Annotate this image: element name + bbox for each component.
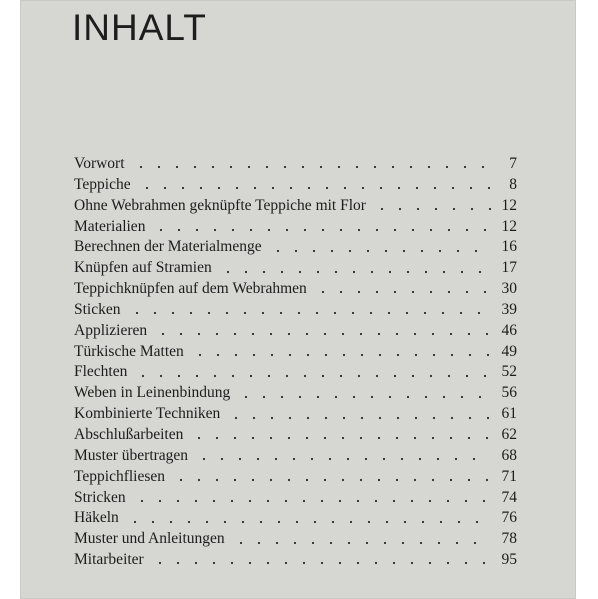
toc-dot-leader	[237, 395, 491, 399]
toc-entry-page-number: 56	[501, 384, 517, 402]
toc-entry-title: Muster und Anleitungen	[74, 530, 225, 548]
toc-entry-title: Mitarbeiter	[74, 551, 144, 569]
toc-entry	[74, 321, 517, 342]
toc-dot-leader	[227, 416, 491, 420]
page-title: INHALT	[72, 7, 207, 48]
toc-entry-page-number: 12	[501, 217, 517, 235]
toc-entry-title: Teppichknüpfen auf dem Webrahmen	[74, 280, 307, 298]
toc-entry-page-number: 68	[501, 446, 517, 464]
toc-entry	[74, 446, 517, 467]
toc-entry	[74, 279, 517, 300]
toc-entry-title: Vorwort	[74, 155, 125, 172]
toc-entry-title: Flechten	[74, 363, 128, 381]
toc-entry-page-number: 74	[501, 488, 517, 506]
toc-dot-leader	[190, 436, 491, 440]
toc-dot-leader	[154, 332, 491, 336]
toc-entry-title: Berechnen der Materialmenge	[74, 238, 262, 256]
toc-entry	[74, 529, 517, 550]
toc-entry-title: Knüpfen auf Stramien	[74, 259, 212, 277]
book-page	[20, 0, 576, 599]
toc-entry	[74, 300, 517, 321]
toc-entry-page-number: 62	[501, 425, 517, 443]
toc-entry-title: Kombinierte Techniken	[74, 405, 221, 423]
toc-entry	[74, 342, 517, 363]
toc-entry-page-number: 78	[501, 530, 517, 548]
toc-entry	[74, 362, 517, 383]
toc-dot-leader	[195, 457, 491, 461]
toc-entry-page-number: 71	[501, 467, 517, 485]
toc-entry	[74, 467, 517, 488]
toc-dot-leader	[132, 165, 491, 169]
toc-entry-page-number: 17	[501, 259, 517, 277]
toc-entry	[74, 404, 517, 425]
toc-entry-title: Muster übertragen	[74, 446, 189, 464]
toc-entry	[74, 237, 517, 258]
toc-dot-leader	[134, 374, 491, 378]
toc-entry-page-number: 61	[501, 405, 517, 423]
toc-dot-leader	[314, 290, 491, 294]
toc-dot-leader	[151, 561, 491, 565]
toc-entry	[74, 425, 517, 446]
toc-entry	[74, 217, 517, 238]
toc-entry-title: Stricken	[74, 488, 126, 506]
toc-entry	[74, 154, 517, 175]
toc-entry	[74, 196, 517, 217]
toc-entry-title: Abschlußarbeiten	[74, 425, 184, 443]
toc-entry-title: Weben in Leinenbindung	[74, 384, 231, 402]
toc-entry-page-number: 16	[501, 238, 517, 256]
toc-entry-page-number: 12	[501, 196, 517, 214]
toc-dot-leader	[373, 207, 491, 211]
toc-dot-leader	[269, 249, 491, 253]
toc-entry	[74, 175, 517, 196]
toc-entry-page-number: 8	[509, 175, 517, 193]
toc-entry-title: Teppiche	[74, 175, 131, 193]
toc-dot-leader	[133, 499, 491, 503]
toc-entry-title: Häkeln	[74, 509, 119, 527]
toc-entry-page-number: 39	[501, 300, 517, 318]
toc-entry-title: Teppichfliesen	[74, 467, 166, 485]
toc-entry	[74, 488, 517, 509]
toc-entry	[74, 383, 517, 404]
toc-dot-leader	[138, 186, 491, 190]
toc-entry-page-number: 95	[501, 551, 517, 569]
toc-dot-leader	[172, 478, 491, 482]
toc-entry-page-number: 7	[509, 155, 517, 172]
toc-entry-title: Applizieren	[74, 321, 148, 339]
toc-entry-page-number: 76	[501, 509, 517, 527]
toc-dot-leader	[126, 520, 491, 524]
table-of-contents	[74, 154, 517, 571]
toc-dot-leader	[152, 228, 491, 232]
toc-entry	[74, 550, 517, 571]
toc-entry-title: Sticken	[74, 300, 121, 318]
toc-dot-leader	[219, 270, 491, 274]
toc-entry-page-number: 49	[501, 342, 517, 360]
toc-entry-title: Materialien	[74, 217, 146, 235]
toc-entry-page-number: 46	[501, 321, 517, 339]
toc-entry-page-number: 52	[501, 363, 517, 381]
toc-entry-title: Türkische Matten	[74, 342, 184, 360]
toc-dot-leader	[232, 541, 491, 545]
toc-dot-leader	[191, 353, 491, 357]
toc-entry-page-number: 30	[501, 280, 517, 298]
toc-entry-title: Ohne Webrahmen geknüpfte Teppiche mit Flor	[74, 196, 366, 214]
toc-entry	[74, 508, 517, 529]
toc-entry	[74, 258, 517, 279]
toc-dot-leader	[128, 311, 492, 315]
